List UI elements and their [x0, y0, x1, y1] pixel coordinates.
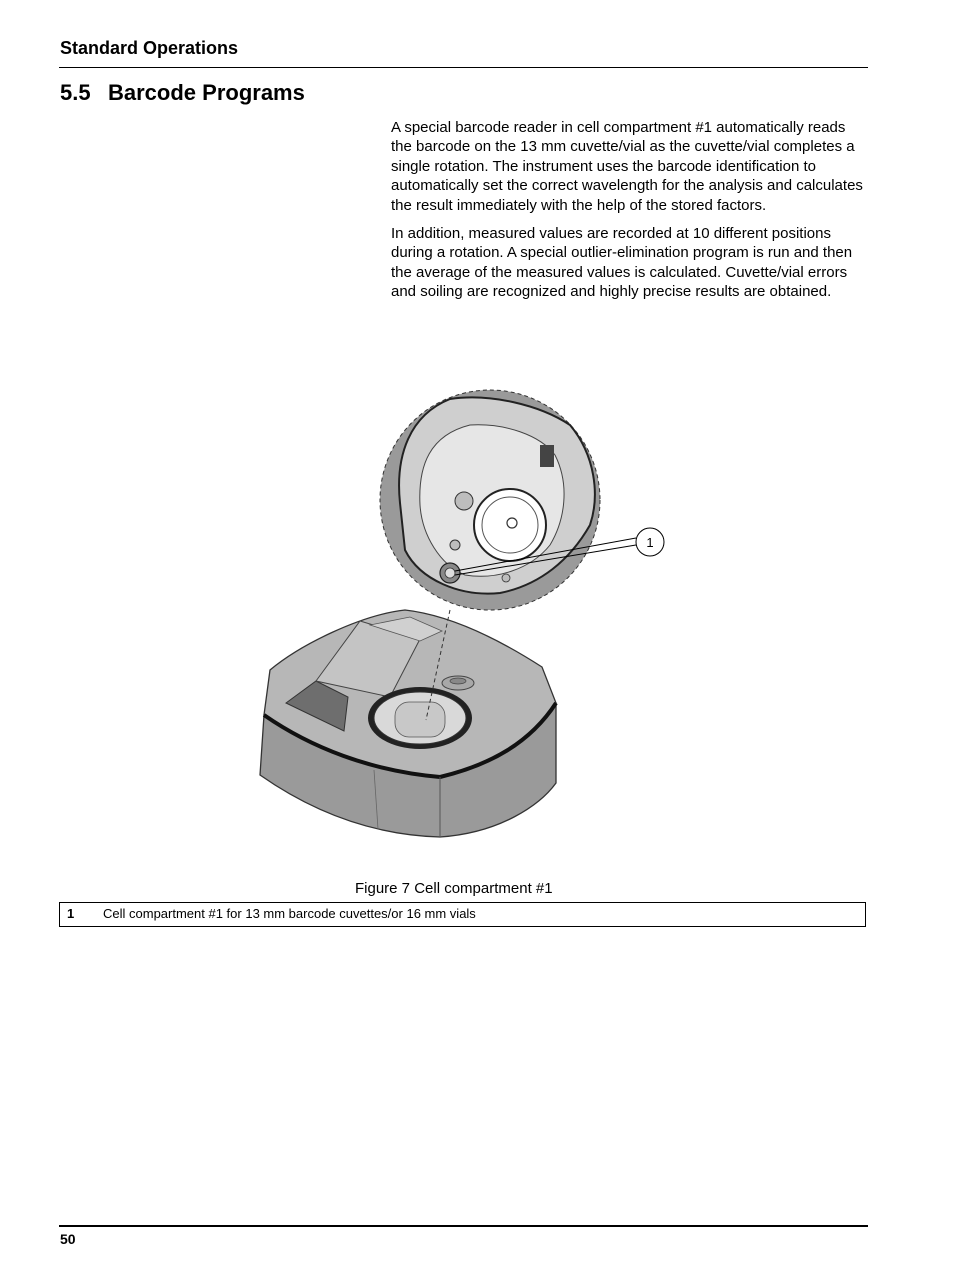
legend-text: Cell compartment #1 for 13 mm barcode cuvettes/or 16 mm vials [103, 906, 476, 921]
figure-legend-table [59, 902, 866, 927]
page-number: 50 [60, 1231, 76, 1247]
instrument-illustration [250, 385, 670, 845]
instrument-body [260, 610, 556, 837]
paragraph-2: In addition, measured values are recorded at 10 different positions during a rotation. A special outlier-elimination program is run and then the average of the measured values is calculated. Cuvette/vial errors and soiling are recognized and highly precise results are obtained. [391, 225, 853, 301]
body-text [391, 118, 867, 311]
figure-caption: Figure 7 Cell compartment #1 [355, 880, 553, 897]
legend-row [60, 903, 866, 927]
instrument-drawing [250, 385, 670, 845]
legend-key: 1 [67, 906, 75, 921]
zoom-detail [380, 390, 600, 610]
footer-divider [59, 1225, 868, 1227]
section-title: Barcode Programs [108, 80, 305, 105]
section-number: 5.5 [60, 80, 91, 105]
header-divider [59, 67, 868, 68]
callout-label: 1 [646, 535, 654, 550]
running-header-title: Standard Operations [60, 38, 239, 58]
section-heading [60, 80, 305, 106]
paragraph-1: A special barcode reader in cell compartment #1 automatically reads the barcode on the 13 mm cuvette/vial as the cuvette/vial completes a single rotation. The instrument uses the barcode identification to automatically set the correct wavelength for the analysis and calculates the result immediately with the help of the stored factors. [391, 119, 863, 214]
